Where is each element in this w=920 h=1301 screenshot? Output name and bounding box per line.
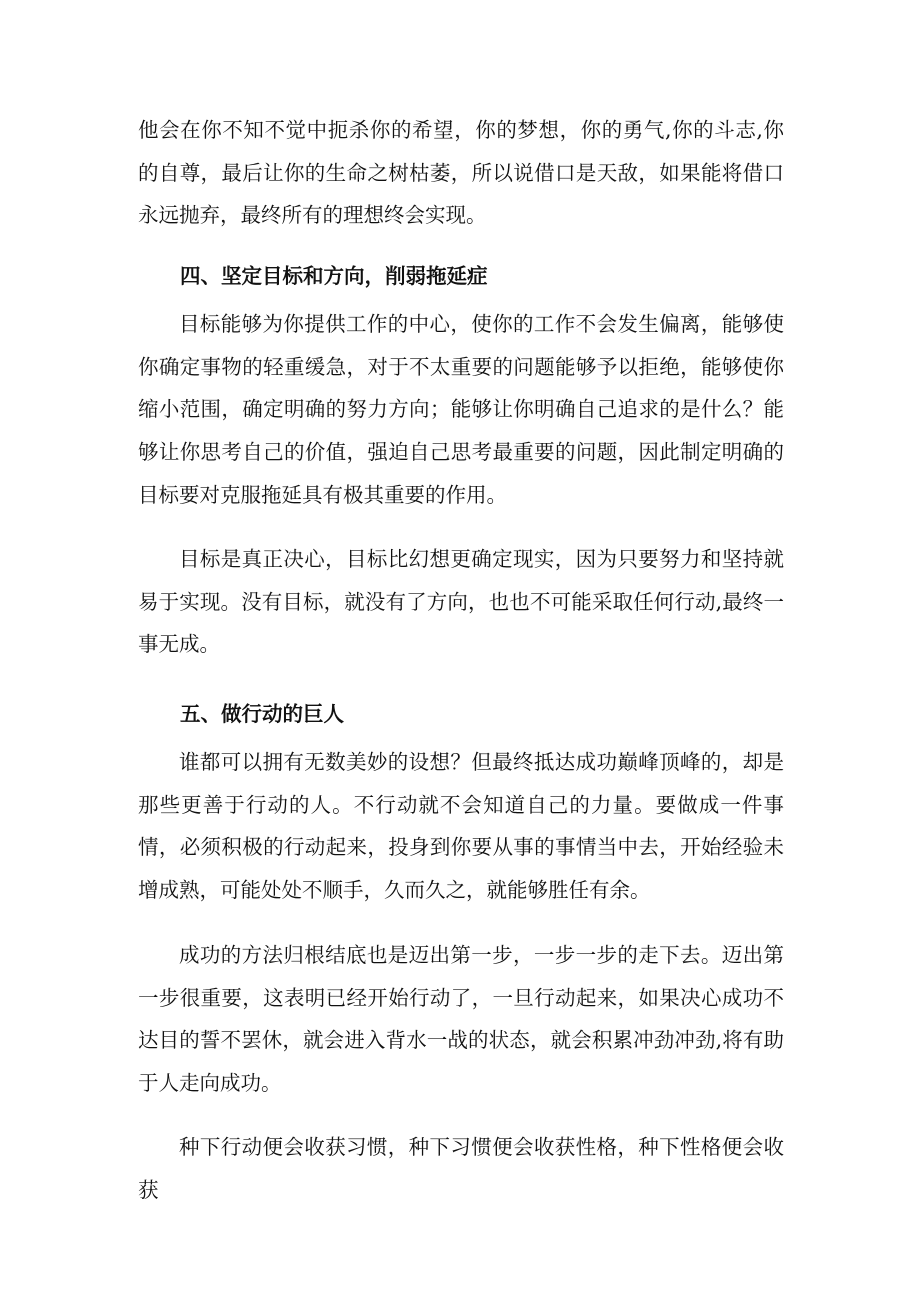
- continued-paragraph: 他会在你不知不觉中扼杀你的希望，你的梦想，你的勇气,你的斗志,你的自尊，最后让你的生命之树枯萎，所以说借口是天敌，如果能将借口永远抛弃，最终所有的理想终会实现。: [138, 118, 784, 228]
- section4-paragraph-2: 目标是真正决心，目标比幻想更确定现实，因为只要努力和坚持就易于实现。没有目标，就没有了方向，也也不可能采取任何行动,最终一事无成。: [138, 547, 784, 657]
- section5-paragraph-3: 种下行动便会收获习惯，种下习惯便会收获性格，种下性格便会收获: [138, 1135, 784, 1202]
- section4-paragraph-1: 目标能够为你提供工作的中心，使你的工作不会发生偏离，能够使你确定事物的轻重缓急，对于不太重要的问题能够予以拒绝，能够使你缩小范围，确定明确的努力方向；能够让你明确自己追求的是什么？能够让你思考自己的价值，强迫自己思考最重要的问题，因此制定明确的目标要对克服拖延具有极其重要的作用。: [138, 312, 784, 507]
- section-heading-4: 四、坚定目标和方向，削弱拖延症: [180, 264, 488, 288]
- section-heading-5: 五、做行动的巨人: [180, 702, 344, 726]
- section5-paragraph-1: 谁都可以拥有无数美妙的设想？但最终抵达成功巅峰顶峰的，却是那些更善于行动的人。不行动就不会知道自己的力量。要做成一件事情，必须积极的行动起来，投身到你要从事的事情当中去，开始经验未增成熟，可能处处不顺手，久而久之，就能够胜任有余。: [138, 750, 784, 903]
- section5-paragraph-2: 成功的方法归根结底也是迈出第一步，一步一步的走下去。迈出第一步很重要，这表明已经开始行动了，一旦行动起来，如果决心成功不达目的誓不罢休，就会进入背水一战的状态，就会积累冲劲冲劲,将有助于人走向成功。: [138, 943, 784, 1096]
